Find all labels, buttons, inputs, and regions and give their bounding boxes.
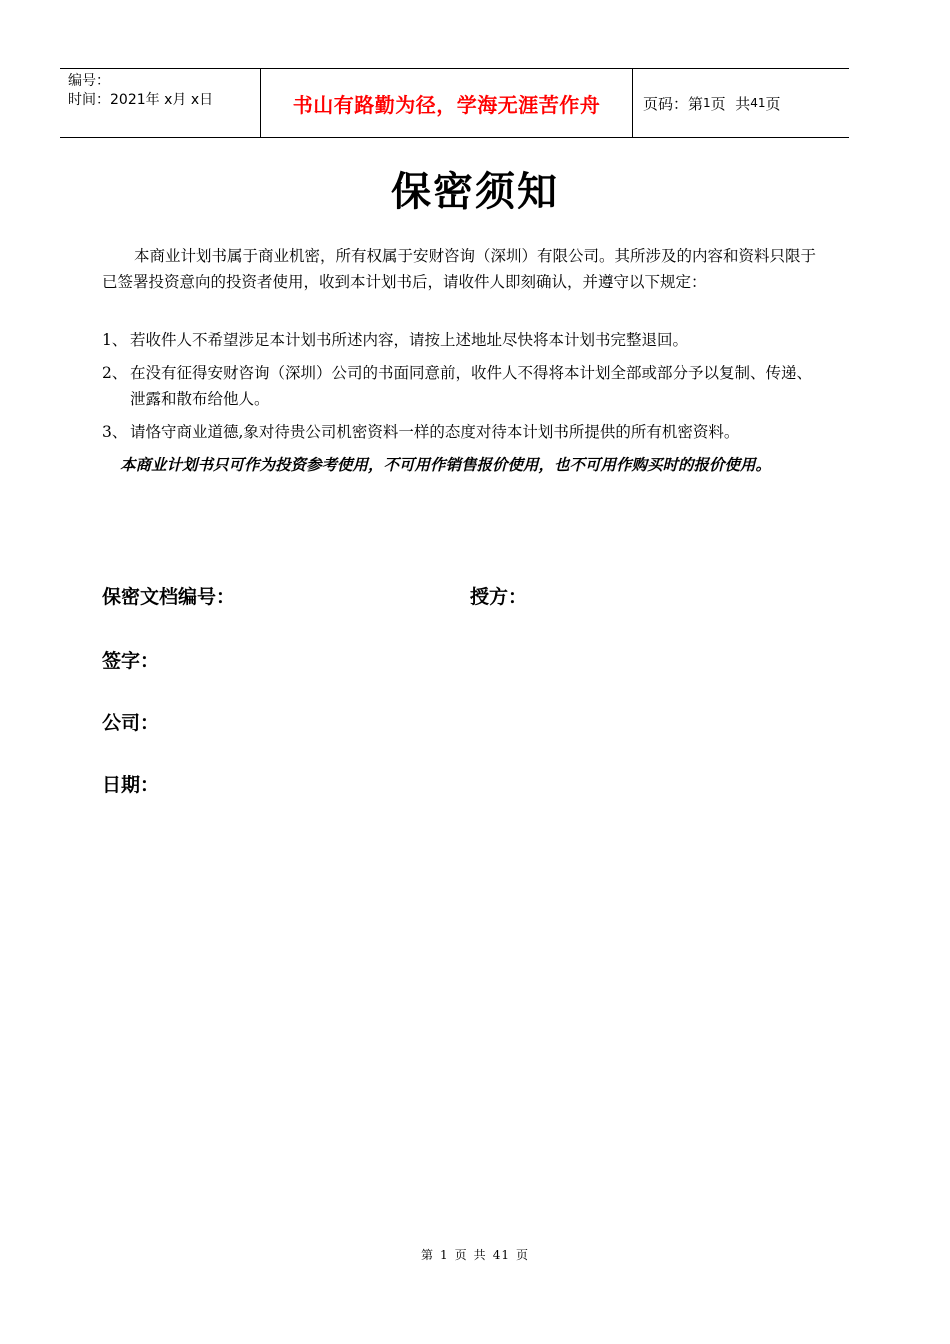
page-label: 页码：第 <box>643 94 704 113</box>
motto: 书山有路勤为径，学海无涯苦作舟 <box>292 92 601 117</box>
rule-item <box>102 327 822 353</box>
time-year: 2021 <box>110 92 146 108</box>
page-current: 1 <box>703 96 711 110</box>
rule-number: 2、 <box>102 364 128 382</box>
page-footer <box>0 1246 950 1263</box>
page-title: 保密须知 <box>391 168 559 215</box>
header-page-info <box>633 69 849 137</box>
page-header <box>60 68 849 138</box>
page-end: 页 <box>765 94 781 113</box>
footer-total: 41 <box>492 1248 510 1262</box>
time-day-unit: 日 <box>199 92 214 108</box>
footer-prefix: 第 <box>421 1248 435 1262</box>
time-month: x <box>164 92 173 108</box>
footer-suffix: 页 <box>515 1248 529 1262</box>
intro-paragraph: 本商业计划书属于商业机密，所有权属于安财咨询（深圳）有限公司。其所涉及的内容和资料只限于已签署投资意向的投资者使用，收到本计划书后，请收件人即刻确认，并遵守以下规定： <box>102 247 817 291</box>
header-meta <box>60 69 260 137</box>
header-motto-cell <box>260 69 633 137</box>
rule-text: 请恪守商业道德,象对待贵公司机密资料一样的态度对待本计划书所提供的所有机密资料。 <box>130 423 740 441</box>
footer-current: 1 <box>440 1248 449 1262</box>
signature-label: 签字： <box>102 650 160 672</box>
time-label: 时间： <box>68 92 110 108</box>
usage-notice: 本商业计划书只可作为投资参考使用，不可用作销售报价使用，也不可用作购买时的报价使用。 <box>120 456 772 474</box>
time-day: x <box>190 92 200 108</box>
rule-number: 3、 <box>102 423 128 441</box>
footer-mid2: 共 <box>473 1248 487 1262</box>
time-line <box>68 91 260 110</box>
rule-text: 若收件人不希望涉足本计划书所述内容，请按上述地址尽快将本计划书完整退回。 <box>130 331 689 349</box>
time-month-unit: 月 <box>172 92 187 108</box>
rule-text: 在没有征得安财咨询（深圳）公司的书面同意前，收件人不得将本计划全部或部分予以复制、传递、泄露和散布给他人。 <box>130 364 813 408</box>
date-label: 日期： <box>102 774 160 796</box>
footer-mid1: 页 <box>454 1248 468 1262</box>
page-total: 41 <box>750 96 766 110</box>
grantee-label: 授方： <box>470 586 528 608</box>
doc-number-label: 保密文档编号： <box>102 586 236 608</box>
time-year-unit: 年 <box>145 92 160 108</box>
rule-number: 1、 <box>102 331 128 349</box>
company-label: 公司： <box>102 712 160 734</box>
page-mid: 页 共 <box>710 94 751 113</box>
number-label: 编号： <box>68 73 110 89</box>
rule-item <box>102 360 822 412</box>
rule-item <box>102 419 822 445</box>
